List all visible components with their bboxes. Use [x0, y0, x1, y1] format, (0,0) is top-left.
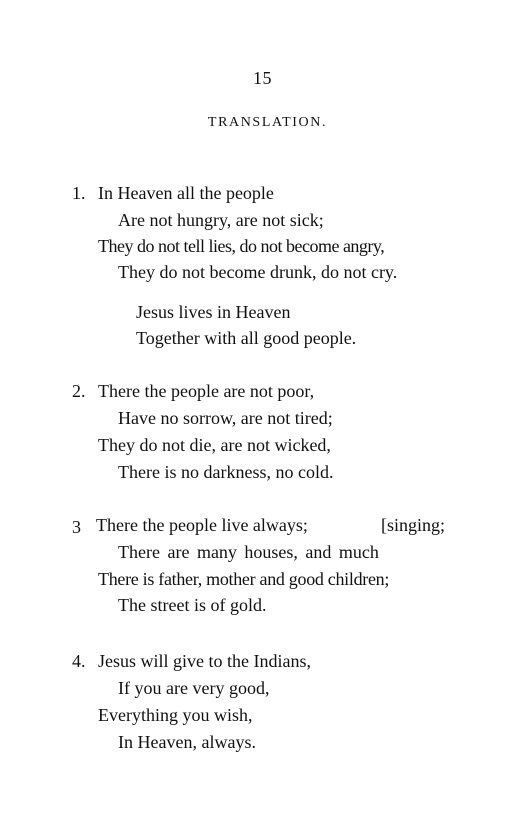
poem-line: There is no darkness, no cold. — [118, 462, 334, 482]
stanza-number: 3 — [72, 517, 81, 537]
poem-line: They do not die, are not wicked, — [98, 435, 331, 455]
poem-line: There is father, mother and good children; — [98, 569, 390, 589]
poem-line: Everything you wish, — [98, 705, 253, 725]
poem-line: Jesus will give to the Indians, — [98, 651, 311, 671]
page-number: 15 — [253, 68, 272, 88]
poem-line: If you are very good, — [118, 678, 270, 698]
overflow-word: [singing; — [381, 515, 446, 535]
stanza-number: 2. — [72, 381, 86, 401]
poem-line: There are many houses, and much — [118, 542, 379, 562]
poem-line: There the people are not poor, — [98, 381, 315, 401]
poem-line: There the people live always; — [96, 515, 308, 535]
poem-line: In Heaven, always. — [118, 732, 256, 752]
page-title: TRANSLATION. — [207, 115, 328, 130]
refrain-line: Together with all good people. — [136, 328, 357, 348]
refrain-line: Jesus lives in Heaven — [136, 302, 291, 322]
poem-line: Have no sorrow, are not tired; — [118, 408, 333, 428]
poem-line: In Heaven all the people — [98, 183, 274, 203]
stanza-number: 4. — [72, 651, 86, 671]
poem-line: They do not become drunk, do not cry. — [118, 262, 398, 282]
stanza-number: 1. — [72, 183, 86, 203]
poem-line: Are not hungry, are not sick; — [118, 210, 324, 230]
poem-line: The street is of gold. — [118, 595, 267, 615]
poem-line: They do not tell lies, do not become angry, — [98, 236, 385, 256]
